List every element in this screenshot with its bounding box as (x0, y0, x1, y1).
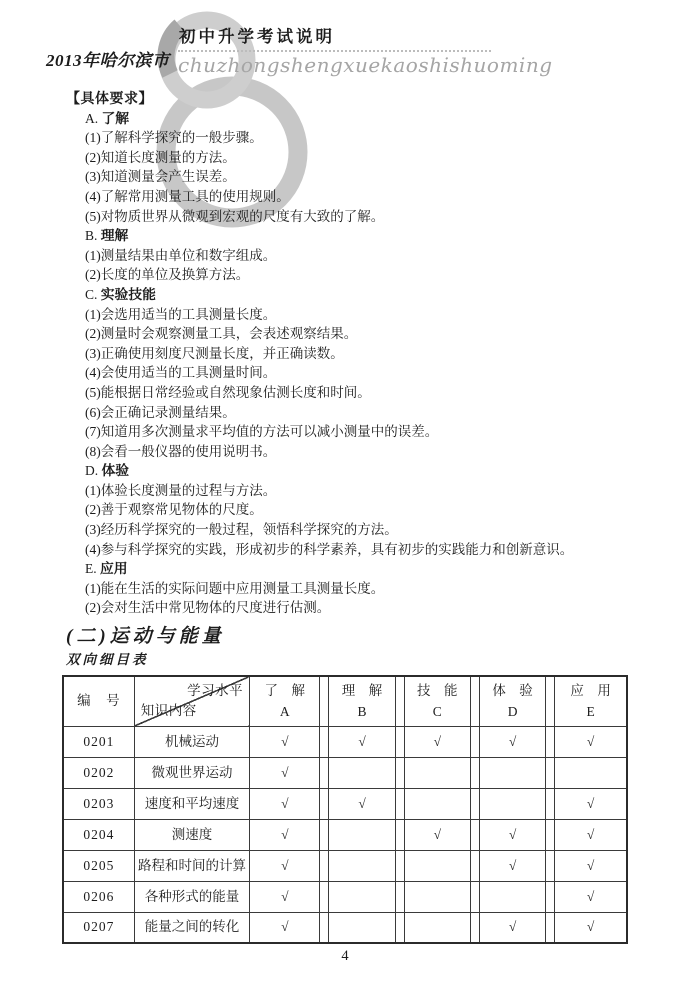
column-spacer (470, 757, 479, 788)
level-name: 技 能 (417, 683, 458, 699)
level-code: E (586, 704, 595, 720)
requirement-item: (4)会使用适当的工具测量时间。 (85, 365, 277, 381)
row-id-cell: 0206 (63, 881, 134, 912)
table-row (63, 912, 627, 943)
group-title: 应用 (100, 561, 128, 577)
topic-cell: 速度和平均速度 (134, 788, 249, 819)
group-letter: B. (85, 228, 101, 244)
check-cell: √ (250, 881, 320, 912)
column-spacer (320, 788, 329, 819)
check-cell: √ (479, 819, 545, 850)
check-cell: √ (404, 819, 470, 850)
requirement-item: (1)测量结果由单位和数字组成。 (85, 247, 277, 263)
column-spacer (395, 912, 404, 943)
requirement-item: (1)能在生活的实际问题中应用测量工具测量长度。 (85, 580, 385, 596)
check-cell (329, 912, 395, 943)
column-spacer (546, 881, 555, 912)
level-code: B (357, 704, 367, 720)
requirement-item: (2)知道长度测量的方法。 (85, 149, 236, 165)
unit-heading: (二)运动与能量 (66, 626, 225, 648)
col-header-level (479, 676, 545, 726)
check-cell: √ (555, 819, 627, 850)
topic-cell: 各种形式的能量 (134, 881, 249, 912)
column-spacer (320, 726, 329, 757)
requirement-item: (4)了解常用测量工具的使用规则。 (85, 188, 290, 204)
main-content (66, 89, 672, 967)
page-title: 初中升学考试说明 (179, 28, 335, 46)
check-cell: √ (555, 912, 627, 943)
check-cell: √ (479, 850, 545, 881)
check-cell: √ (250, 788, 320, 819)
table-header-row (63, 676, 627, 726)
col-header-level (250, 676, 320, 726)
column-spacer (470, 881, 479, 912)
check-cell: √ (250, 757, 320, 788)
requirement-item: (1)会选用适当的工具测量长度。 (85, 306, 277, 322)
topic-cell: 微观世界运动 (134, 757, 249, 788)
check-cell: √ (479, 726, 545, 757)
check-cell (404, 850, 470, 881)
topic-cell: 路程和时间的计算 (134, 850, 249, 881)
column-spacer (470, 676, 479, 726)
level-name: 体 验 (492, 683, 533, 699)
requirement-item: (5)对物质世界从微观到宏观的尺度有大致的了解。 (85, 208, 385, 224)
group-letter: D. (85, 463, 102, 479)
check-cell (404, 881, 470, 912)
column-spacer (546, 819, 555, 850)
row-id-cell: 0205 (63, 850, 134, 881)
requirement-item: (2)测量时会观察测量工具，会表述观察结果。 (85, 326, 358, 342)
check-cell: √ (555, 726, 627, 757)
column-spacer (320, 881, 329, 912)
column-spacer (470, 850, 479, 881)
requirement-item: (3)知道测量会产生误差。 (85, 169, 236, 185)
column-spacer (546, 850, 555, 881)
group-title: 体验 (101, 463, 130, 479)
topic-cell: 机械运动 (134, 726, 249, 757)
column-spacer (320, 757, 329, 788)
group-letter: C. (85, 286, 101, 302)
column-spacer (546, 676, 555, 726)
check-cell (329, 757, 395, 788)
table-row (63, 850, 627, 881)
table-row (63, 788, 627, 819)
check-cell (329, 881, 395, 912)
column-spacer (395, 881, 404, 912)
check-cell (329, 850, 395, 881)
requirement-item: (2)长度的单位及换算方法。 (85, 267, 250, 283)
check-cell: √ (250, 726, 320, 757)
col-header-id: 编 号 (63, 676, 134, 726)
level-code: A (279, 704, 290, 720)
check-cell: √ (555, 788, 627, 819)
requirement-item: (7)知道用多次测量求平均值的方法可以减小测量中的误差。 (85, 424, 439, 440)
corner-cell (134, 676, 249, 726)
check-cell (555, 757, 627, 788)
brand-text: 2013年哈尔滨市 (46, 51, 170, 70)
column-spacer (546, 912, 555, 943)
row-id-cell: 0204 (63, 819, 134, 850)
check-cell (479, 788, 545, 819)
requirement-item: (4)参与科学探究的实践，形成初步的科学素养，具有初步的实践能力和创新意识。 (85, 541, 574, 557)
level-code: D (507, 704, 518, 720)
column-spacer (395, 850, 404, 881)
table-row (63, 881, 627, 912)
row-id-cell: 0203 (63, 788, 134, 819)
column-spacer (320, 819, 329, 850)
row-id-cell: 0202 (63, 757, 134, 788)
col-header-level (555, 676, 627, 726)
column-spacer (395, 819, 404, 850)
column-spacer (395, 757, 404, 788)
specification-table (62, 675, 628, 944)
check-cell (329, 819, 395, 850)
col-header-level (329, 676, 395, 726)
level-code: C (432, 704, 442, 720)
requirement-item: (1)了解科学探究的一般步骤。 (85, 130, 263, 146)
requirement-item: (8)会看一般仪器的使用说明书。 (85, 443, 277, 459)
requirement-item: (1)体验长度测量的过程与方法。 (85, 482, 277, 498)
requirement-group-heading (66, 285, 672, 305)
group-title: 实验技能 (100, 286, 156, 302)
column-spacer (320, 850, 329, 881)
check-cell (479, 757, 545, 788)
level-name: 应 用 (570, 683, 611, 699)
check-cell: √ (404, 726, 470, 757)
pinyin-subtitle: chuzhongshengxuekaoshishuoming (178, 53, 553, 77)
column-spacer (470, 912, 479, 943)
check-cell (404, 912, 470, 943)
requirement-item: (3)正确使用刻度尺测量长度，并正确读数。 (85, 345, 344, 361)
requirement-group-heading (66, 109, 672, 129)
corner-bottom-label: 知识内容 (140, 702, 197, 718)
requirement-group-heading (66, 559, 672, 579)
column-spacer (395, 788, 404, 819)
topic-cell: 测速度 (134, 819, 249, 850)
row-id-cell: 0201 (63, 726, 134, 757)
table-row (63, 726, 627, 757)
table-caption: 双向细目表 (66, 652, 149, 668)
check-cell: √ (250, 912, 320, 943)
check-cell: √ (250, 819, 320, 850)
requirement-item: (3)经历科学探究的一般过程，领悟科学探究的方法。 (85, 522, 398, 538)
group-title: 了解 (101, 110, 130, 126)
table-row (63, 819, 627, 850)
column-spacer (395, 676, 404, 726)
page-number: 4 (341, 948, 349, 965)
column-spacer (546, 757, 555, 788)
level-name: 了 解 (264, 683, 306, 699)
check-cell: √ (479, 912, 545, 943)
column-spacer (470, 726, 479, 757)
table-row (63, 757, 627, 788)
column-spacer (320, 676, 329, 726)
row-id-cell: 0207 (63, 912, 134, 943)
check-cell (404, 757, 470, 788)
requirement-item: (5)能根据日常经验或自然现象估测长度和时间。 (85, 384, 371, 400)
requirements-list (66, 109, 672, 618)
column-spacer (470, 788, 479, 819)
check-cell: √ (555, 881, 627, 912)
requirement-item: (2)会对生活中常见物体的尺度进行估测。 (85, 600, 331, 616)
requirement-group-heading (66, 226, 672, 246)
check-cell: √ (250, 850, 320, 881)
col-header-level (404, 676, 470, 726)
check-cell: √ (555, 850, 627, 881)
column-spacer (320, 912, 329, 943)
corner-top-label: 学习水平 (187, 683, 244, 699)
requirement-group-heading (66, 461, 672, 481)
column-spacer (470, 819, 479, 850)
dotted-divider (178, 50, 491, 52)
column-spacer (546, 726, 555, 757)
requirement-item: (6)会正确记录测量结果。 (85, 404, 236, 420)
requirement-item: (2)善于观察常见物体的尺度。 (85, 502, 263, 518)
check-cell: √ (329, 726, 395, 757)
check-cell (404, 788, 470, 819)
group-letter: A. (85, 110, 102, 126)
topic-cell: 能量之间的转化 (134, 912, 249, 943)
column-spacer (546, 788, 555, 819)
level-name: 理 解 (341, 683, 383, 699)
column-spacer (395, 726, 404, 757)
check-cell (479, 881, 545, 912)
group-title: 理解 (100, 228, 129, 244)
requirements-section-label: 【具体要求】 (66, 90, 153, 106)
check-cell: √ (329, 788, 395, 819)
group-letter: E. (85, 561, 100, 577)
